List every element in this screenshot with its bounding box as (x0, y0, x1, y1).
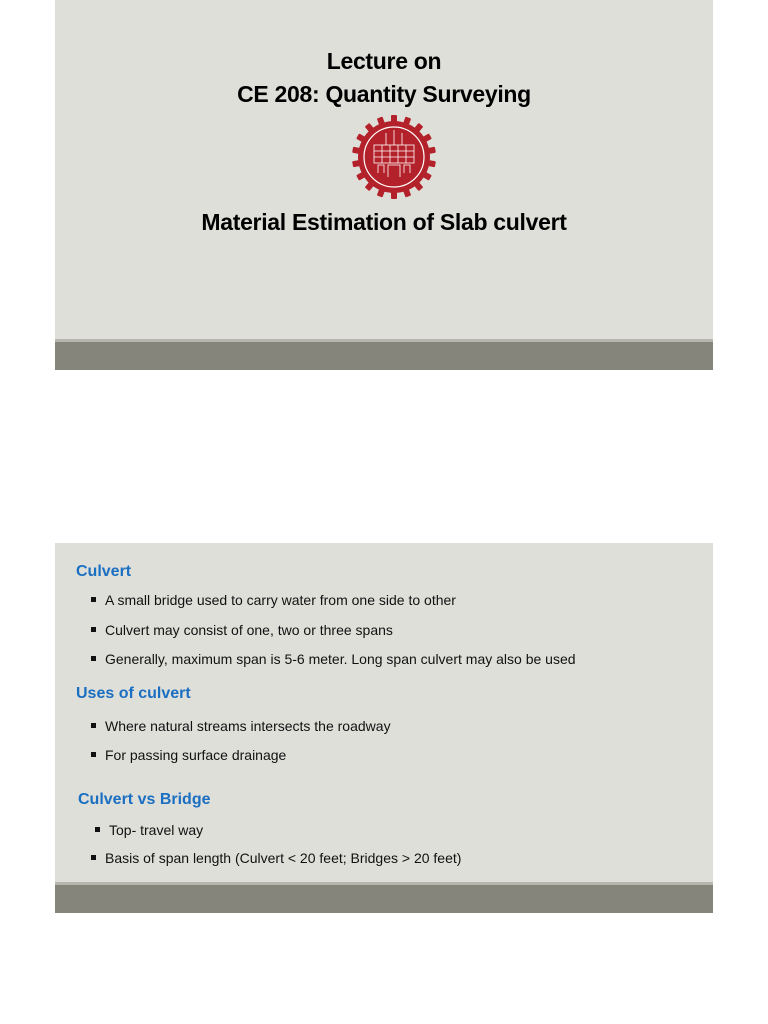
list-item: A small bridge used to carry water from one side to other (91, 591, 456, 609)
list-item: Top- travel way (95, 821, 203, 839)
section-heading-uses: Uses of culvert (76, 685, 191, 702)
list-item: Generally, maximum span is 5-6 meter. Long span culvert may also be used (91, 650, 576, 668)
bullet-square-icon (91, 597, 96, 602)
list-item: For passing surface drainage (91, 746, 286, 764)
bullet-square-icon (91, 656, 96, 661)
slide-subtitle: Material Estimation of Slab culvert (201, 209, 567, 235)
section-heading-culvert-vs-bridge: Culvert vs Bridge (78, 791, 211, 808)
footer-band (55, 885, 713, 913)
bullet-square-icon (91, 627, 96, 632)
list-item: Culvert may consist of one, two or three spans (91, 621, 393, 639)
bullet-square-icon (95, 827, 100, 832)
content-slide (55, 543, 713, 913)
list-item: Basis of span length (Culvert < 20 feet; Bridges > 20 feet) (91, 849, 461, 867)
course-title: CE 208: Quantity Surveying (237, 81, 531, 107)
lecture-title-line1: Lecture on (326, 48, 442, 74)
list-item: Where natural streams intersects the roadway (91, 717, 391, 735)
title-slide (55, 0, 713, 370)
bullet-square-icon (91, 855, 96, 860)
university-logo-icon (352, 115, 436, 199)
section-heading-culvert: Culvert (76, 563, 132, 580)
footer-band (55, 342, 713, 370)
bullet-square-icon (91, 723, 96, 728)
bullet-square-icon (91, 752, 96, 757)
